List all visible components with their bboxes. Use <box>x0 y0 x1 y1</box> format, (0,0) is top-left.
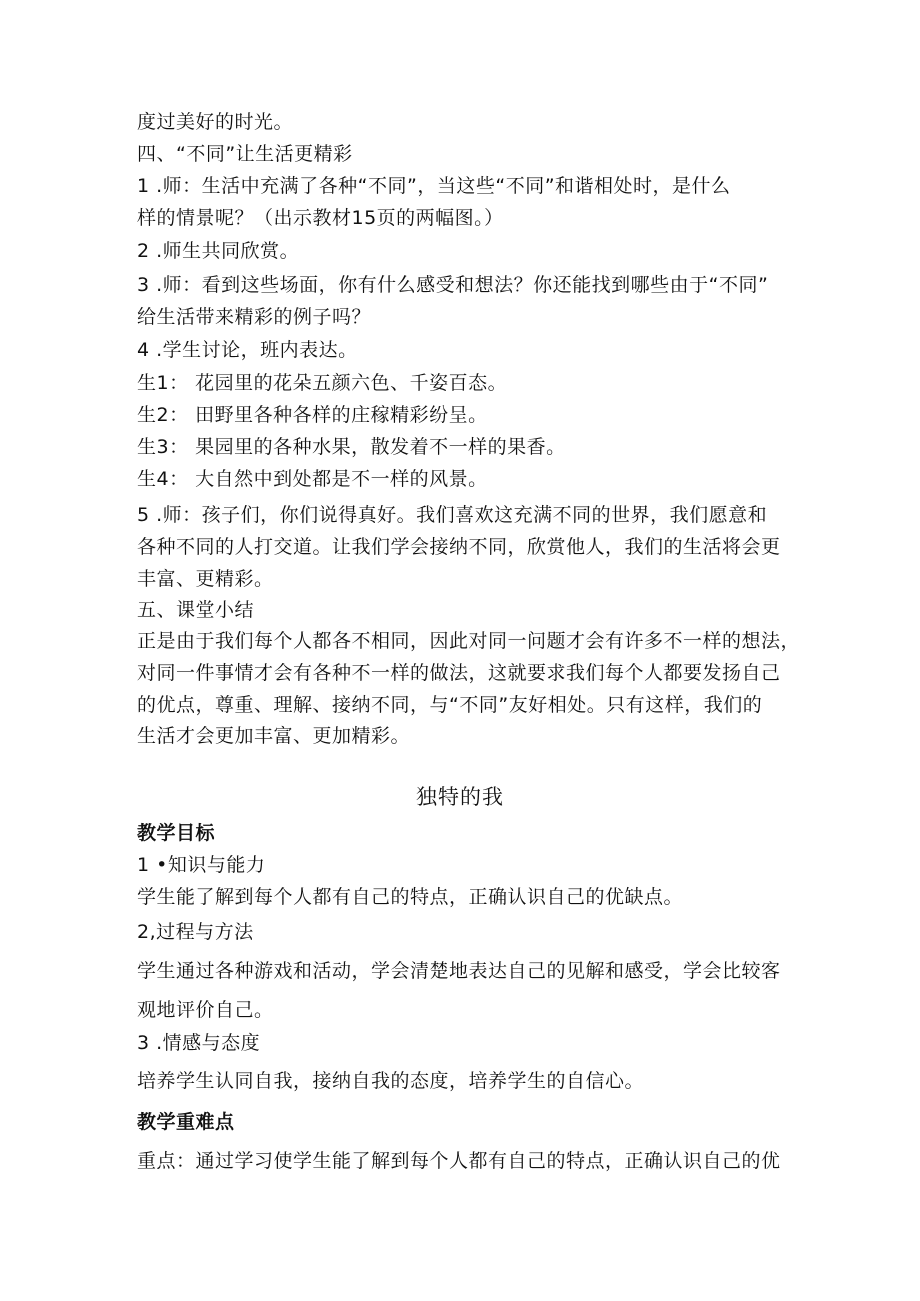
paragraph-line: 生活才会更加丰富、更加精彩。 <box>137 725 411 747</box>
heading-teaching-goals: 教学目标 <box>137 822 216 844</box>
student-answer-line: 生1： 花园里的花朵五颜六色、千姿百态。 <box>137 372 508 394</box>
paragraph-line: 的优点，尊重、理解、接纳不同，与“不同”友好相处。只有这样，我们的 <box>137 694 763 716</box>
student-answer-line: 生4： 大自然中到处都是不一样的风景。 <box>137 468 488 490</box>
goal-heading: 3 .情感与态度 <box>137 1032 261 1054</box>
paragraph-line: 1 .师：生活中充满了各种“不同”，当这些“不同”和谐相处时，是什么 <box>137 175 731 197</box>
paragraph-line: 观地评价自己。 <box>137 999 274 1021</box>
lesson-title: 独特的我 <box>416 785 504 809</box>
paragraph-line: 2 .师生共同欣赏。 <box>137 240 300 262</box>
section-heading: 五、课堂小结 <box>137 599 255 621</box>
paragraph-line: 3 .师：看到这些场面，你有什么感受和想法？你还能找到哪些由于“不同” <box>137 274 769 296</box>
paragraph-line: 学生通过各种游戏和活动，学会清楚地表达自己的见解和感受，学会比较客 <box>137 960 781 982</box>
paragraph-line: 学生能了解到每个人都有自己的特点，正确认识自己的优缺点。 <box>137 886 684 908</box>
paragraph-line: 丰富、更精彩。 <box>137 568 274 590</box>
paragraph-line: 度过美好的时光。 <box>137 111 294 133</box>
goal-heading: 1 •知识与能力 <box>137 854 266 876</box>
paragraph-line: 4 .学生讨论，班内表达。 <box>137 339 358 361</box>
section-heading: 四、“不同”让生活更精彩 <box>137 143 353 165</box>
paragraph-line: 对同一件事情才会有各种不一样的做法，这就要求我们每个人都要发扬自己 <box>137 662 781 684</box>
goal-heading: 2,过程与方法 <box>137 921 254 943</box>
paragraph-line: 各种不同的人打交道。让我们学会接纳不同，欣赏他人，我们的生活将会更 <box>137 536 781 558</box>
paragraph-line: 5 .师：孩子们，你们说得真好。我们喜欢这充满不同的世界，我们愿意和 <box>137 504 768 526</box>
student-answer-line: 生3： 果园里的各种水果，散发着不一样的果香。 <box>137 436 566 458</box>
heading-key-points: 教学重难点 <box>137 1111 235 1133</box>
paragraph-line: 给生活带来精彩的例子吗？ <box>137 306 372 328</box>
paragraph-line: 样的情景呢？（出示教材15页的两幅图。） <box>137 207 504 229</box>
paragraph-line: 培养学生认同自我，接纳自我的态度，培养学生的自信心。 <box>137 1070 645 1092</box>
student-answer-line: 生2： 田野里各种各样的庄稼精彩纷呈。 <box>137 404 488 426</box>
paragraph-line: 重点：通过学习使学生能了解到每个人都有自己的特点，正确认识自己的优 <box>137 1150 781 1172</box>
paragraph-line: 正是由于我们每个人都各不相同，因此对同一问题才会有许多不一样的想法， <box>137 630 801 652</box>
